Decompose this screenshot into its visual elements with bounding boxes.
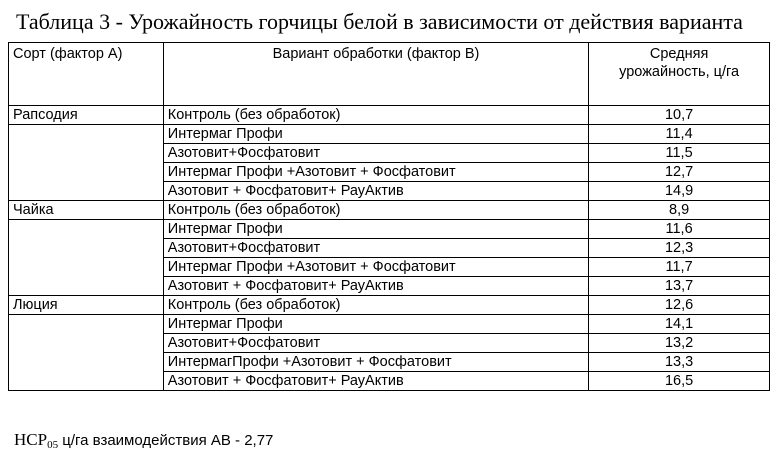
- sort-cell: Рапсодия: [9, 106, 164, 125]
- variant-cell: Азотовит+Фосфатовит: [163, 144, 588, 163]
- variant-cell: Интермаг Профи +Азотовит + Фосфатовит: [163, 258, 588, 277]
- table-row: [9, 201, 770, 220]
- sort-cell-empty: [9, 163, 164, 182]
- yield-value-cell: 11,6: [589, 220, 770, 239]
- yield-value-cell: 11,4: [589, 125, 770, 144]
- variant-cell: Интермаг Профи: [163, 220, 588, 239]
- variant-cell: Азотовит + Фосфатовит+ РауАктив: [163, 372, 588, 391]
- footnote-prefix: НСР: [14, 430, 48, 449]
- table-row: [9, 220, 770, 239]
- footnote-text: ц/га взаимодействия АВ - 2,77: [58, 432, 274, 449]
- yield-value-cell: 11,5: [589, 144, 770, 163]
- yield-value-cell: 14,1: [589, 315, 770, 334]
- sort-cell-empty: [9, 372, 164, 391]
- table-row: [9, 372, 770, 391]
- yield-value-cell: 14,9: [589, 182, 770, 201]
- table-caption: Таблица 3 - Урожайность горчицы белой в зависимости от действия варианта: [16, 9, 743, 34]
- table-row: [9, 258, 770, 277]
- variant-cell: Интермаг Профи: [163, 315, 588, 334]
- yield-value-cell: 12,7: [589, 163, 770, 182]
- table-body: [9, 106, 770, 391]
- variant-cell: Интермаг Профи +Азотовит + Фосфатовит: [163, 163, 588, 182]
- table-row: [9, 315, 770, 334]
- variant-cell: Азотовит + Фосфатовит+ РауАктив: [163, 277, 588, 296]
- variant-cell: Азотовит+Фосфатовит: [163, 334, 588, 353]
- sort-cell-empty: [9, 258, 164, 277]
- sort-cell-empty: [9, 277, 164, 296]
- sort-cell-empty: [9, 125, 164, 144]
- table-row: [9, 106, 770, 125]
- yield-value-cell: 16,5: [589, 372, 770, 391]
- variant-cell: Контроль (без обработок): [163, 106, 588, 125]
- sort-cell-empty: [9, 239, 164, 258]
- sort-cell-empty: [9, 353, 164, 372]
- variant-cell: Интермаг Профи: [163, 125, 588, 144]
- table-row: [9, 144, 770, 163]
- table-row: [9, 239, 770, 258]
- yield-value-cell: 11,7: [589, 258, 770, 277]
- variant-cell: ИнтермагПрофи +Азотовит + Фосфатовит: [163, 353, 588, 372]
- table-row: [9, 296, 770, 315]
- header-yield-line2: урожайность, ц/га: [619, 64, 740, 80]
- header-sort: Сорт (фактор А): [9, 43, 164, 106]
- sort-cell: Люция: [9, 296, 164, 315]
- sort-cell: Чайка: [9, 201, 164, 220]
- table-row: [9, 125, 770, 144]
- header-yield: [589, 43, 770, 106]
- table-row: [9, 334, 770, 353]
- table-row: [9, 353, 770, 372]
- sort-cell-empty: [9, 144, 164, 163]
- variant-cell: Контроль (без обработок): [163, 201, 588, 220]
- table-header-row: [9, 43, 770, 106]
- sort-cell-empty: [9, 220, 164, 239]
- yield-table: [8, 42, 770, 391]
- variant-cell: Контроль (без обработок): [163, 296, 588, 315]
- header-variant: Вариант обработки (фактор В): [163, 43, 588, 106]
- sort-cell-empty: [9, 182, 164, 201]
- table-row: [9, 163, 770, 182]
- header-yield-line1: Средняя: [649, 46, 709, 62]
- footnote: [14, 428, 273, 457]
- yield-value-cell: 13,2: [589, 334, 770, 353]
- yield-value-cell: 13,3: [589, 353, 770, 372]
- footnote-subscript: 05: [47, 439, 59, 451]
- yield-value-cell: 12,6: [589, 296, 770, 315]
- yield-value-cell: 8,9: [589, 201, 770, 220]
- sort-cell-empty: [9, 334, 164, 353]
- variant-cell: Азотовит+Фосфатовит: [163, 239, 588, 258]
- sort-cell-empty: [9, 315, 164, 334]
- table-row: [9, 182, 770, 201]
- yield-value-cell: 10,7: [589, 106, 770, 125]
- table-row: [9, 277, 770, 296]
- variant-cell: Азотовит + Фосфатовит+ РауАктив: [163, 182, 588, 201]
- yield-value-cell: 12,3: [589, 239, 770, 258]
- yield-value-cell: 13,7: [589, 277, 770, 296]
